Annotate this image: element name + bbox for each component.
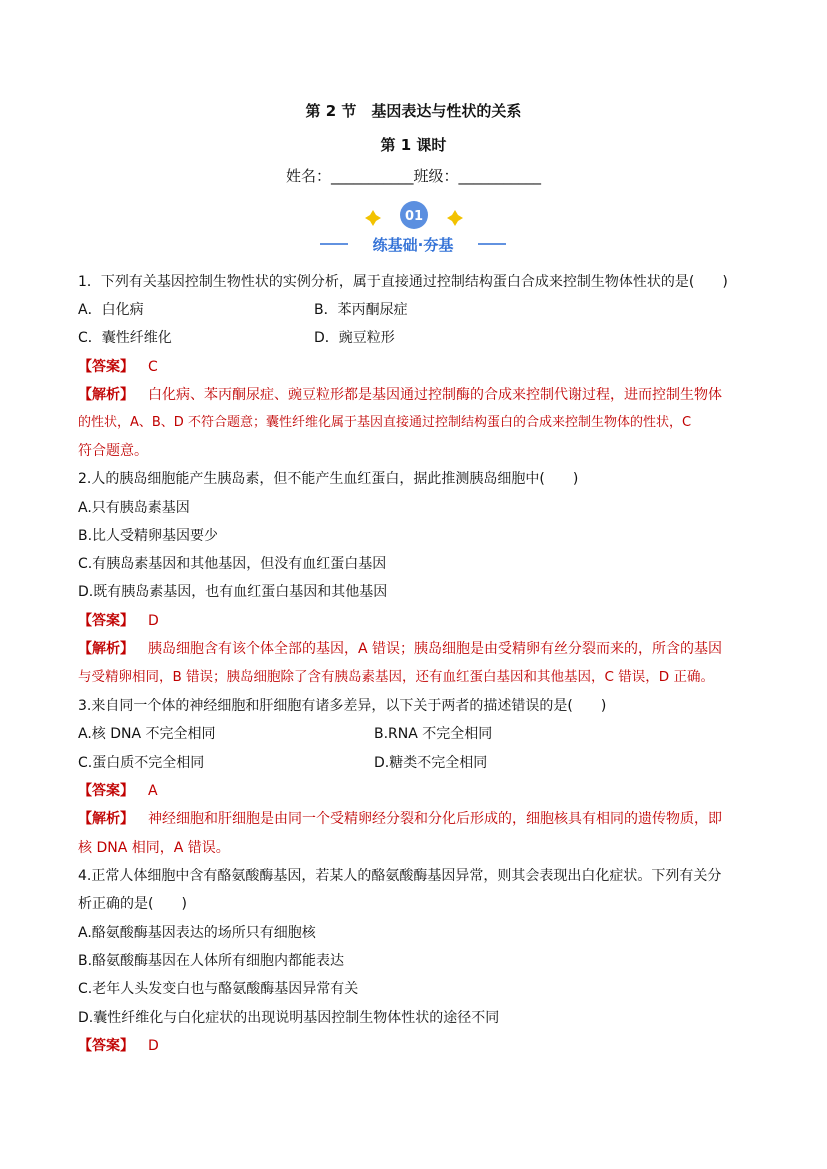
analysis-tag: 【解析】 bbox=[78, 641, 134, 657]
q1-stem: 1．下列有关基因控制生物性状的实例分析，属于直接通过控制结构蛋白合成来控制生物体性状的是( ) bbox=[78, 274, 728, 290]
sparkle-right-icon bbox=[447, 210, 463, 226]
q4-answer bbox=[78, 1036, 758, 1056]
q2-answer bbox=[78, 611, 758, 631]
answer-tag: 【答案】 bbox=[78, 1038, 134, 1054]
answer-tag: 【答案】 bbox=[78, 783, 134, 799]
q4-stem-2: 析正确的是( ) bbox=[78, 896, 187, 912]
q4-option-c: C.老年人头发变白也与酪氨酸酶基因异常有关 bbox=[78, 981, 359, 997]
badge-graphic bbox=[310, 198, 520, 258]
q1-analysis-3: 符合题意。 bbox=[78, 443, 148, 459]
section-title: 第 2 节 基因表达与性状的关系 bbox=[305, 102, 522, 120]
sparkle-left-icon bbox=[365, 210, 381, 226]
q1-option-d: D．豌豆粒形 bbox=[314, 330, 395, 346]
q3-analysis-2: 核 DNA 相同，A 错误。 bbox=[78, 840, 230, 856]
q1-analysis-2: 的性状，A、B、D 不符合题意；囊性纤维化属于基因直接通过控制结构蛋白的合成来控制生物体的性状，C bbox=[78, 415, 692, 430]
lesson-subtitle: 第 1 课时 bbox=[380, 136, 447, 154]
q3-answer bbox=[78, 781, 758, 801]
q1-option-a: A．白化病 bbox=[78, 302, 144, 318]
q2-stem: 2.人的胰岛细胞能产生胰岛素，但不能产生血红蛋白，据此推测胰岛细胞中( ) bbox=[78, 471, 579, 487]
q3-analysis-1 bbox=[78, 809, 758, 829]
answer-value: C bbox=[148, 359, 158, 375]
analysis-tag: 【解析】 bbox=[78, 387, 134, 403]
q2-analysis-1 bbox=[78, 639, 758, 659]
analysis-tag: 【解析】 bbox=[78, 811, 134, 827]
answer-tag: 【答案】 bbox=[78, 613, 134, 629]
q2-option-a: A.只有胰岛素基因 bbox=[78, 500, 190, 516]
q3-option-a: A.核 DNA 不完全相同 bbox=[78, 726, 216, 742]
q2-option-d: D.既有胰岛素基因，也有血红蛋白基因和其他基因 bbox=[78, 584, 388, 600]
q3-option-b: B.RNA 不完全相同 bbox=[374, 726, 493, 742]
q4-option-b: B.酪氨酸酶基因在人体所有细胞内都能表达 bbox=[78, 953, 345, 969]
q1-analysis-1 bbox=[78, 385, 758, 405]
analysis-text: 胰岛细胞含有该个体全部的基因，A 错误；胰岛细胞是由受精卵有丝分裂而来的，所含的基因 bbox=[148, 641, 723, 657]
q1-option-c: C．囊性纤维化 bbox=[78, 330, 172, 346]
analysis-text: 白化病、苯丙酮尿症、豌豆粒形都是基因通过控制酶的合成来控制代谢过程，进而控制生物体 bbox=[148, 387, 722, 403]
q4-option-d: D.囊性纤维化与白化症状的出现说明基因控制生物体性状的途径不同 bbox=[78, 1010, 500, 1026]
badge-number: 01 bbox=[404, 209, 424, 224]
name-class-line: 姓名：___________班级：___________ bbox=[285, 167, 541, 185]
answer-value: A bbox=[148, 783, 158, 799]
q4-stem-1: 4.正常人体细胞中含有酪氨酸酶基因，若某人的酪氨酸酶基因异常，则其会表现出白化症状。下列有关分 bbox=[78, 868, 722, 884]
q3-option-d: D.糖类不完全相同 bbox=[374, 755, 488, 771]
q1-option-b: B．苯丙酮尿症 bbox=[314, 302, 408, 318]
q3-stem: 3.来自同一个体的神经细胞和肝细胞有诸多差异，以下关于两者的描述错误的是( ) bbox=[78, 698, 607, 714]
q2-option-b: B.比人受精卵基因要少 bbox=[78, 528, 219, 544]
q2-option-c: C.有胰岛素基因和其他基因，但没有血红蛋白基因 bbox=[78, 556, 387, 572]
q2-analysis-2: 与受精卵相同，B 错误；胰岛细胞除了含有胰岛素基因，还有血红蛋白基因和其他基因，C 错误，D 正确。 bbox=[78, 669, 714, 685]
answer-value: D bbox=[148, 1038, 159, 1054]
analysis-text: 神经细胞和肝细胞是由同一个受精卵经分裂和分化后形成的，细胞核具有相同的遗传物质，即 bbox=[148, 811, 722, 827]
badge-label: 练基础·夯基 bbox=[372, 236, 454, 254]
answer-tag: 【答案】 bbox=[78, 359, 134, 375]
q4-option-a: A.酪氨酸酶基因表达的场所只有细胞核 bbox=[78, 925, 316, 941]
section-badge bbox=[310, 198, 520, 258]
q3-option-c: C.蛋白质不完全相同 bbox=[78, 755, 205, 771]
answer-value: D bbox=[148, 613, 159, 629]
q1-answer bbox=[78, 357, 758, 377]
